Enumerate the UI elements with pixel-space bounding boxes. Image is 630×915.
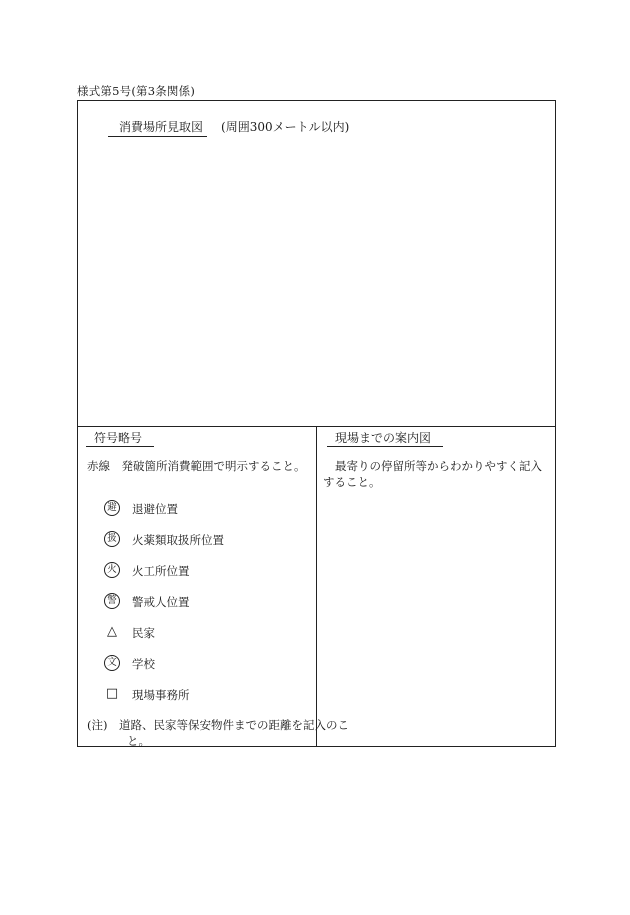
legend-item-label: 火工所位置 <box>132 564 190 578</box>
legend-title: 符号略号 <box>86 429 154 447</box>
site-map-subtitle: (周囲300メートル以内) <box>221 120 350 134</box>
handling-symbol-icon: 扱 <box>104 531 120 547</box>
school-symbol-icon: 文 <box>104 655 120 671</box>
legend-section <box>78 427 349 748</box>
legend-item-label: 現場事務所 <box>132 688 190 702</box>
legend-item-label: 民家 <box>132 626 155 640</box>
legend-item-label: 警戒人位置 <box>132 595 190 609</box>
guide-map-title: 現場までの案内図 <box>327 429 443 447</box>
site-map-title: 消費場所見取図 <box>108 118 207 137</box>
guide-map-instruction: 最寄りの停留所等からわかりやすく記入すること。 <box>323 459 542 489</box>
form-number: 様式第5号(第3条関係) <box>77 84 196 98</box>
guard-symbol-icon: 警 <box>104 593 120 609</box>
triangle-icon: △ <box>107 624 117 639</box>
site-map-heading <box>108 118 349 137</box>
form-frame <box>77 100 556 747</box>
legend-item-label: 退避位置 <box>132 502 178 516</box>
guide-map-section <box>317 427 555 746</box>
square-icon: □ <box>105 686 119 701</box>
legend-note: (注) 道路、民家等保安物件までの距離を記入のこと。 <box>87 718 349 748</box>
evacuation-symbol-icon: 避 <box>104 500 120 516</box>
legend-item-label: 火薬類取扱所位置 <box>132 533 224 547</box>
red-line-instruction: 赤線 発破箇所消費範囲で明示すること。 <box>87 459 306 473</box>
site-map-section <box>78 101 555 427</box>
fire-symbol-icon: 火 <box>104 562 120 578</box>
legend-item-label: 学校 <box>132 657 155 671</box>
